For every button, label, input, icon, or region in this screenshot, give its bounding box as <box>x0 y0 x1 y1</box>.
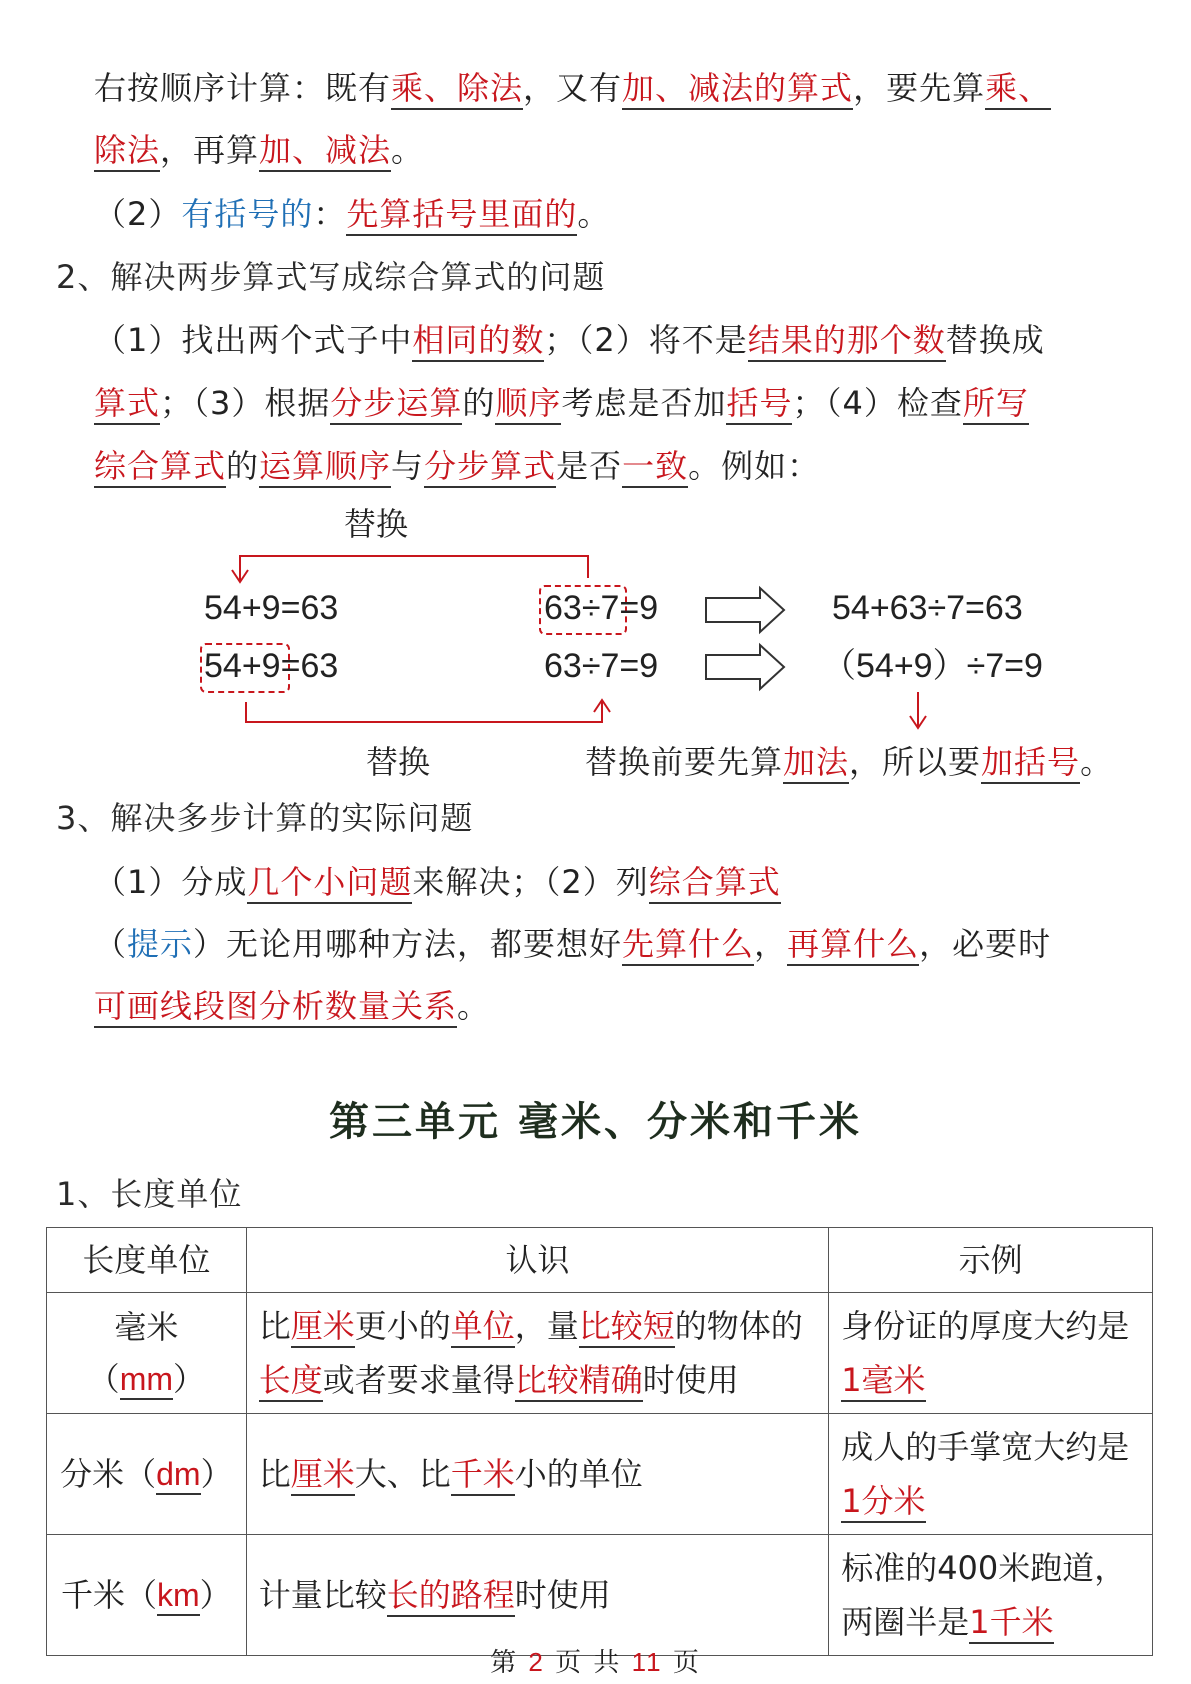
unit-cell: 千米（km） <box>47 1535 247 1656</box>
answer-blank: 比较短 <box>579 1307 675 1348</box>
answer-blank: 除法 <box>94 131 160 172</box>
answer-blank: 加、减法 <box>259 131 391 172</box>
step-text: 的 <box>226 447 260 485</box>
step-text: ， <box>754 925 788 963</box>
step-text: （1）找出两个式子中 <box>94 321 413 359</box>
answer-blank: 长的路程 <box>387 1576 515 1617</box>
step-text: 来解决；（2）列 <box>412 863 649 901</box>
unit-symbol: mm <box>120 1361 173 1400</box>
answer-blank: 算式 <box>94 384 160 425</box>
note-text: ，所以要 <box>849 743 982 781</box>
description-text: 计量比较 <box>258 1576 387 1614</box>
answer-blank: 厘米 <box>291 1307 355 1348</box>
description-text: 时使用 <box>642 1361 739 1399</box>
hollow-right-arrow-icon <box>706 588 784 632</box>
replace-arrow-top <box>240 556 588 580</box>
description-text: 小的单位 <box>514 1455 643 1493</box>
step-text: ）无论用哪种方法，都要想好 <box>193 925 623 963</box>
answer-blank: 分步运算 <box>330 384 462 425</box>
answer-blank: 分步算式 <box>424 447 556 488</box>
answer-blank: 可画线段图分析数量关系 <box>94 987 457 1028</box>
description-cell <box>246 1414 828 1535</box>
table-header-row <box>47 1228 1153 1293</box>
length-units-table <box>46 1227 1153 1656</box>
equation-row1-mid: 63÷7=9 <box>544 589 659 627</box>
equation-row2-mid: 63÷7=9 <box>544 647 659 685</box>
step-text: 替换成 <box>945 321 1045 359</box>
rule-text: ，要先算 <box>853 69 986 107</box>
step-text: 与 <box>391 447 425 485</box>
section-3-heading: 3、解决多步计算的实际问题 <box>56 799 474 837</box>
unit-cell: 毫米（mm） <box>47 1293 247 1414</box>
section-3-line-3 <box>94 984 490 1028</box>
rule-text: ： <box>313 195 347 233</box>
section-3-line-2 <box>94 922 1051 966</box>
step-text: （1）分成 <box>94 863 248 901</box>
answer-blank: 顺序 <box>495 384 561 425</box>
rule-text: ，再算 <box>160 131 260 169</box>
hint-keyword: 提示 <box>127 925 194 963</box>
equation-row2-left: 54+9=63 <box>204 647 339 685</box>
unit-title: 第三单元 毫米、分米和千米 <box>329 1099 862 1145</box>
answer-blank: 乘、除法 <box>391 69 523 110</box>
hollow-right-arrow-icon <box>706 645 784 689</box>
answer-blank: 先算什么 <box>622 925 754 966</box>
step-text: ；（4）检查 <box>792 384 963 422</box>
answer-blank: 千米 <box>451 1455 515 1496</box>
description-text: 更小的 <box>354 1307 451 1345</box>
description-text: 大、比 <box>354 1455 451 1493</box>
page-number: 2 <box>528 1647 545 1677</box>
answer-blank: 乘、 <box>985 69 1051 110</box>
answer-blank: 厘米 <box>291 1455 355 1496</box>
example-cell: 成人的手掌宽大约是1分米 <box>829 1414 1153 1535</box>
replace-arrow-bottom <box>246 702 602 722</box>
description-cell <box>246 1293 828 1414</box>
equation-row2-result: （54+9）÷7=9 <box>822 647 1043 685</box>
step-text: ，必要时 <box>919 925 1052 963</box>
step-text: ；（3）根据 <box>160 384 331 422</box>
example-cell: 标准的400米跑道，两圈半是1千米 <box>829 1535 1153 1656</box>
table-row <box>47 1535 1153 1656</box>
table-row <box>47 1293 1153 1414</box>
answer-blank: 加、减法的算式 <box>622 69 853 110</box>
description-text: 时使用 <box>514 1576 611 1614</box>
step-text: ；（2）将不是 <box>544 321 748 359</box>
step-text: 。例如： <box>688 447 821 485</box>
equation-row1-left: 54+9=63 <box>204 589 339 627</box>
header-example: 示例 <box>829 1228 1153 1293</box>
unit-symbol: km <box>157 1577 200 1616</box>
answer-blank: 相同的数 <box>412 321 544 362</box>
rule-text: 。 <box>391 131 425 169</box>
answer-blank: 综合算式 <box>649 863 781 904</box>
replace-label-bottom: 替换 <box>366 743 431 781</box>
answer-blank: 先算括号里面的 <box>346 195 577 236</box>
answer-blank: 运算顺序 <box>259 447 391 488</box>
replace-label-top: 替换 <box>344 505 409 543</box>
answer-blank: 综合算式 <box>94 447 226 488</box>
step-text: 是否 <box>556 447 623 485</box>
section-2-heading: 2、解决两步算式写成综合算式的问题 <box>56 258 606 296</box>
step-text: （ <box>94 925 128 963</box>
step-text: 的 <box>462 384 496 422</box>
unit-cell: 分米（dm） <box>47 1414 247 1535</box>
answer-blank: 一致 <box>622 447 688 488</box>
header-recognition: 认识 <box>246 1228 828 1293</box>
answer-blank: 所写 <box>963 384 1029 425</box>
answer-blank: 加括号 <box>981 743 1080 784</box>
equation-row1-result: 54+63÷7=63 <box>832 589 1023 627</box>
answer-blank: 比较精确 <box>515 1361 643 1402</box>
answer-blank: 长度 <box>259 1361 323 1402</box>
answer-blank: 1千米 <box>969 1603 1053 1644</box>
rule-text: ，又有 <box>523 69 623 107</box>
answer-blank: 括号 <box>726 384 792 425</box>
page-footer: 第 2 页 共 11 页 <box>490 1647 701 1678</box>
table-row <box>47 1414 1153 1535</box>
example-note <box>585 740 1113 784</box>
rule-text: 。 <box>577 195 611 233</box>
description-text: ，量 <box>514 1307 579 1345</box>
description-text: 比 <box>258 1307 291 1345</box>
total-pages: 11 <box>631 1647 663 1677</box>
unit-symbol: dm <box>156 1456 200 1495</box>
length-units-heading: 1、长度单位 <box>56 1175 243 1213</box>
answer-blank: 单位 <box>451 1307 515 1348</box>
note-text: 替换前要先算 <box>585 743 784 781</box>
section-3-line-1 <box>94 860 781 904</box>
step-text: 考虑是否加 <box>561 384 727 422</box>
answer-blank: 结果的那个数 <box>748 321 946 362</box>
description-cell <box>246 1535 828 1656</box>
keyword: 有括号的 <box>181 195 314 233</box>
description-text: 或者要求量得 <box>322 1361 515 1399</box>
description-text: 的物体的 <box>674 1307 803 1345</box>
answer-blank: 再算什么 <box>787 925 919 966</box>
answer-blank: 加法 <box>783 743 849 784</box>
example-cell: 身份证的厚度大约是1毫米 <box>829 1293 1153 1414</box>
step-text: 。 <box>457 987 491 1025</box>
rule-text: 右按顺序计算：既有 <box>94 69 392 107</box>
note-text: 。 <box>1080 743 1114 781</box>
description-text: 比 <box>258 1455 291 1493</box>
header-unit: 长度单位 <box>47 1228 247 1293</box>
answer-blank: 几个小问题 <box>247 863 412 904</box>
answer-blank: 1毫米 <box>841 1361 925 1402</box>
answer-blank: 1分米 <box>841 1482 925 1523</box>
item-number: （2） <box>94 195 182 233</box>
